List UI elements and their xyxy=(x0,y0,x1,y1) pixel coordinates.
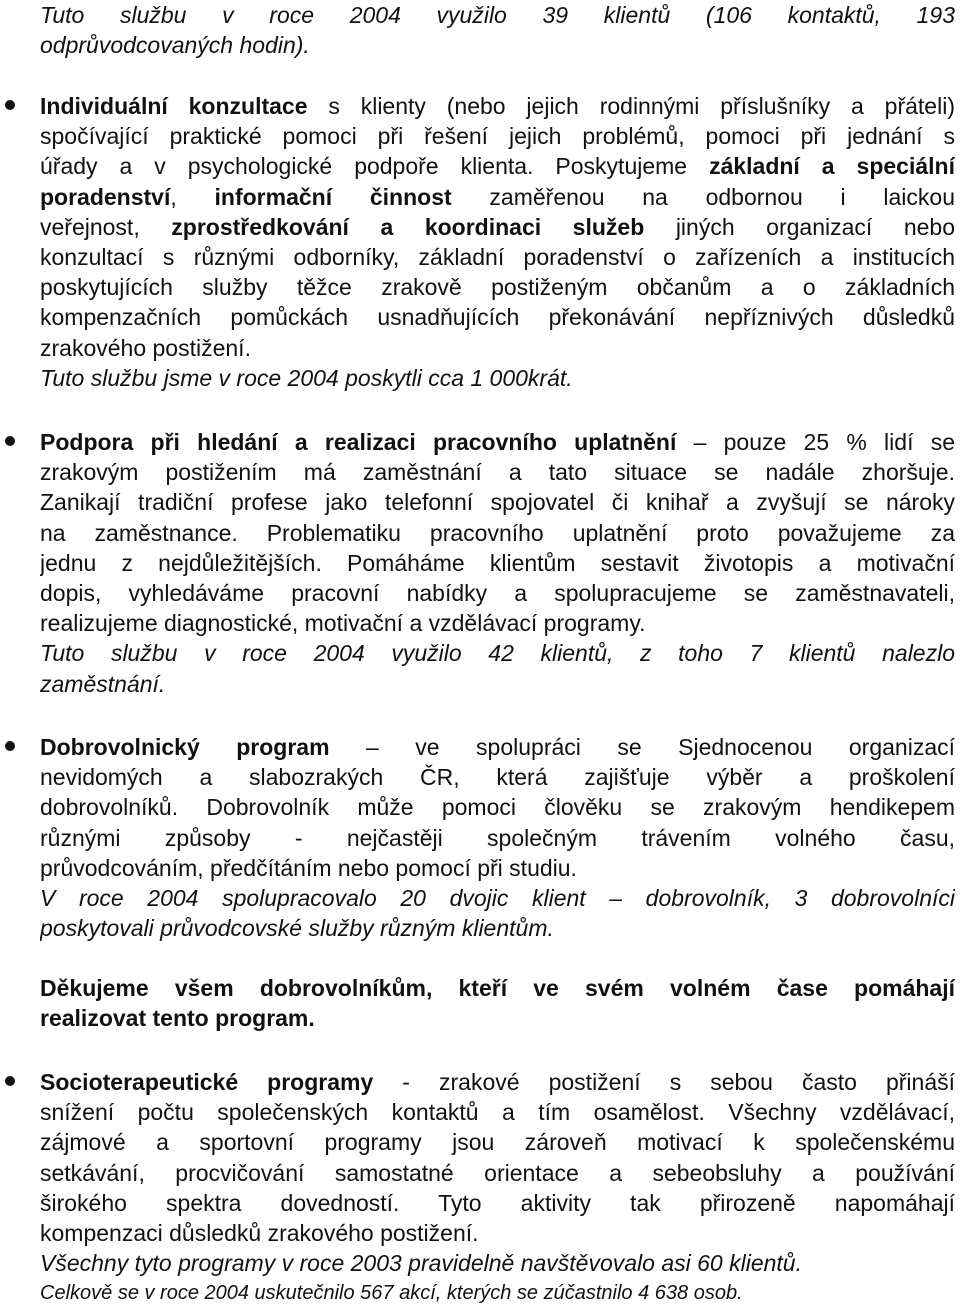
text-line: zájmové a sportovní programy jsou zároveň motivací k společenskému xyxy=(40,1129,955,1156)
section-stat: V roce 2004 spolupracovalo 20 dvojic klient – dobrovolník, 3 dobrovolníci xyxy=(40,884,955,911)
text-line: kompenzačních pomůckách usnadňujících překonávání nepříznivých důsledků xyxy=(40,304,955,331)
text-line: poradenství, informační činnost zaměřenou na odbornou i laickou xyxy=(40,183,955,210)
section-stat: Všechny tyto programy v roce 2003 pravidelně navštěvovalo asi 60 klientů. xyxy=(40,1250,802,1277)
text-line: zrakového postižení. xyxy=(40,334,251,361)
text-line: Podpora při hledání a realizaci pracovního uplatnění – pouze 25 % lidí se xyxy=(40,429,955,455)
text-line: nevidomých a slabozrakých ČR, která zajišťuje výběr a proškolení xyxy=(40,764,955,791)
text-line: Dobrovolnický program – ve spolupráci se Sjednocenou organizací xyxy=(40,734,955,760)
section-podpora xyxy=(40,427,955,699)
text-line: Individuální konzultace s klienty (nebo jejich rodinnými příslušníky a přáteli) xyxy=(40,93,955,119)
intro-line-2: odprůvodcovaných hodin). xyxy=(40,32,310,59)
section-socio xyxy=(40,1067,955,1309)
thanks-line-2: realizovat tento program. xyxy=(40,1005,315,1032)
text-line: Socioterapeutické programy - zrakové postižení s sebou často přináší xyxy=(40,1069,955,1095)
text-line: průvodcováním, předčítáním nebo pomocí při studiu. xyxy=(40,854,577,881)
section-stat: zaměstnání. xyxy=(40,670,166,697)
text-line: poskytujících služby těžce zrakově postiženým občanům a o základních xyxy=(40,274,955,301)
section-title: Socioterapeutické programy xyxy=(40,1069,374,1095)
thanks-note xyxy=(40,973,955,1033)
text-line: Zanikají tradiční profese jako telefonní spojovatel či knihař a zvyšují se nároky xyxy=(40,489,955,516)
bullet-konzultace xyxy=(5,100,15,110)
section-title: Podpora při hledání a realizaci pracovního uplatnění xyxy=(40,429,677,455)
text-line: jednu z nejdůležitějších. Pomáháme klientům sestavit životopis a motivační xyxy=(40,549,955,576)
text-line: dopis, vyhledáváme pracovní nabídky a spolupracujeme se zaměstnavateli, xyxy=(40,579,955,606)
section-stat: Celkově se v roce 2004 uskutečnilo 567 akcí, kterých se zúčastnilo 4 638 osob. xyxy=(40,1282,743,1305)
section-stat: poskytovali průvodcovské služby různým klientům. xyxy=(40,915,554,942)
section-title: Dobrovolnický program xyxy=(40,734,330,760)
text-line: veřejnost, zprostředkování a koordinaci služeb jiných organizací nebo xyxy=(40,213,955,240)
section-stat: Tuto službu v roce 2004 využilo 42 klientů, z toho 7 klientů nalezlo xyxy=(40,640,955,667)
text-line: různými způsoby - nejčastěji společným trávením volného času, xyxy=(40,824,955,851)
text-line: dobrovolníků. Dobrovolník může pomoci člověku se zrakovým hendikepem xyxy=(40,794,955,821)
text-line: realizujeme diagnostické, motivační a vzdělávací programy. xyxy=(40,610,646,637)
text-line: na zaměstnance. Problematiku pracovního uplatnění proto považujeme za xyxy=(40,519,955,546)
text-line: širokého spektra dovedností. Tyto aktivity tak přirozeně napomáhají xyxy=(40,1189,955,1216)
intro-stat xyxy=(40,0,955,60)
bullet-socio xyxy=(5,1076,15,1086)
section-title: Individuální konzultace xyxy=(40,93,308,119)
section-dobrovolnicky xyxy=(40,732,955,943)
intro-line-1: Tuto službu v roce 2004 využilo 39 klientů (106 kontaktů, 193 xyxy=(40,2,955,28)
text-line: zrakovým postižením má zaměstnání a tato situace se nadále zhoršuje. xyxy=(40,459,955,486)
thanks-line-1: Děkujeme všem dobrovolníkům, kteří ve svém volném čase pomáhají xyxy=(40,975,955,1001)
bullet-podpora xyxy=(5,436,15,446)
text-line: kompenzaci důsledků zrakového postižení. xyxy=(40,1219,479,1246)
text-line: konzultací s různými odborníky, základní poradenství o zařízeních a institucích xyxy=(40,243,955,270)
text-line: spočívající praktické pomoci při řešení jejich problémů, pomoci při jednání s xyxy=(40,123,955,150)
text-line: snížení počtu společenských kontaktů a tím osamělost. Všechny vzdělávací, xyxy=(40,1099,955,1126)
bullet-dobrovolnicky xyxy=(5,741,15,751)
text-line: úřady a v psychologické podpoře klienta. Poskytujeme základní a speciální xyxy=(40,153,955,180)
section-konzultace xyxy=(40,91,955,393)
section-stat: Tuto službu jsme v roce 2004 poskytli cca 1 000krát. xyxy=(40,364,573,391)
text-line: setkávání, procvičování samostatné orientace a sebeobsluhy a používání xyxy=(40,1159,955,1186)
